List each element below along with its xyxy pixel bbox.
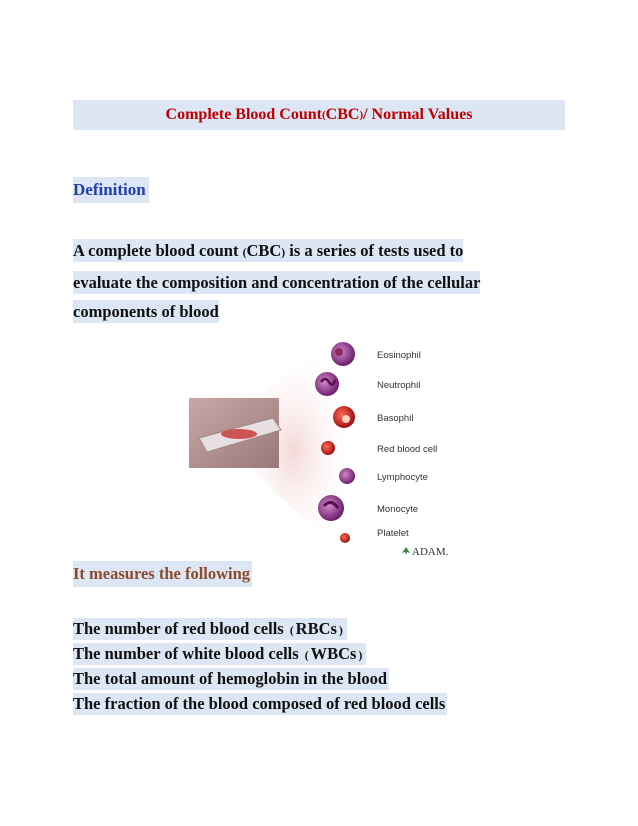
list-item-abbr: WBCs	[310, 643, 357, 663]
list-item	[73, 641, 573, 666]
neutrophil-cell	[315, 372, 339, 396]
list-item-paren-close: )	[338, 624, 343, 637]
monocyte-cell	[318, 495, 344, 521]
list-item	[73, 616, 573, 641]
list-item-text: The fraction of the blood composed of red blood cells	[73, 693, 446, 713]
eosinophil-cell	[331, 342, 355, 366]
leaf-icon	[402, 547, 410, 555]
definition-line-2: evaluate the composition and concentration of the cellular	[73, 273, 481, 292]
list-item-text: The number of white blood cells	[73, 643, 303, 663]
blood-cells-figure	[181, 340, 458, 562]
brand-text: ADAM.	[412, 546, 449, 558]
definition-line-1	[73, 239, 463, 262]
list-item	[73, 691, 573, 716]
label-platelet: Platelet	[377, 528, 409, 539]
basophil-cell	[333, 406, 355, 428]
adam-logo	[402, 546, 449, 558]
list-item-text: The total amount of hemoglobin in the blood	[73, 668, 387, 688]
definition-line-1-b: is a series of tests used to	[285, 241, 464, 260]
label-monocyte: Monocyte	[377, 504, 419, 515]
title-abbr: CBC	[325, 106, 360, 123]
measures-heading: It measures the following	[73, 561, 252, 587]
label-lymphocyte: Lymphocyte	[377, 472, 428, 483]
list-item	[73, 666, 573, 691]
title-paren-open: (	[321, 109, 326, 121]
label-eosinophil: Eosinophil	[377, 350, 421, 361]
definition-paragraph	[73, 236, 568, 326]
blood-smear	[221, 429, 257, 439]
definition-line-1-a: A complete blood count	[73, 241, 243, 260]
definition-paren-close: )	[281, 247, 286, 259]
list-item-paren-close: )	[358, 649, 363, 662]
lymphocyte-cell	[339, 468, 355, 484]
label-basophil: Basophil	[377, 413, 414, 424]
definition-abbr: CBC	[246, 241, 282, 260]
platelet-cell	[340, 533, 350, 543]
definition-line-3: components of blood	[73, 302, 219, 321]
list-item-paren-open: (	[304, 649, 309, 662]
title-part1: Complete Blood Count	[165, 106, 322, 123]
definition-paren-open: (	[242, 247, 247, 259]
title-part2: / Normal Values	[363, 106, 473, 123]
title-paren-close: )	[359, 109, 364, 121]
list-item-abbr: RBCs	[295, 618, 337, 638]
measures-list	[73, 616, 573, 716]
list-item-paren-open: (	[289, 624, 294, 637]
blood-cells-illustration	[181, 340, 458, 562]
definition-heading: Definition	[73, 177, 149, 203]
page-title	[73, 100, 565, 130]
label-neutrophil: Neutrophil	[377, 380, 421, 391]
red-blood-cell	[321, 441, 335, 455]
list-item-text: The number of red blood cells	[73, 618, 288, 638]
label-red-blood-cell: Red blood cell	[377, 444, 438, 455]
